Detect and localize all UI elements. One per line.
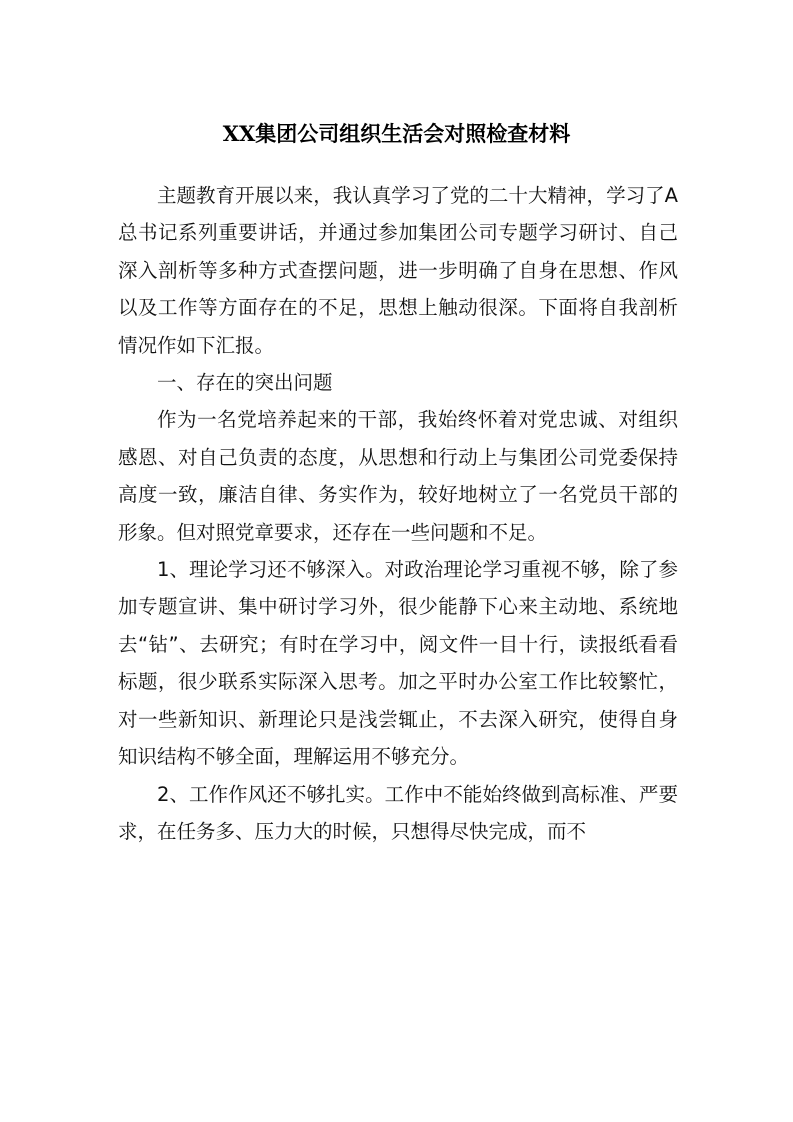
paragraph-item-1: 1、理论学习还不够深入。对政治理论学习重视不够，除了参加专题宣讲、集中研讨学习外，很少能静下心来主动地、系统地去“钻”、去研究；有时在学习中，阅文件一目十行，读报纸看看标题，很少联系实际深入思考。加之平时办公室工作比较繁忙，对一些新知识、新理论只是浅尝辄止，不去深入研究，使得自身知识结构不够全面，理解运用不够充分。 bbox=[118, 558, 678, 769]
section-heading-problems: 一、存在的突出问题 bbox=[157, 371, 333, 395]
paragraph-item-2: 2、工作作风还不够扎实。工作中不能始终做到高标准、严要求，在任务多、压力大的时候，只想得尽快完成，而不 bbox=[118, 782, 678, 843]
paragraph-intro: 主题教育开展以来，我认真学习了党的二十大精神，学习了A总书记系列重要讲话，并通过参加集团公司专题学习研讨、自己深入剖析等多种方式查摆问题，进一步明确了自身在思想、作风以及工作等方面存在的不足，思想上触动很深。下面将自我剖析情况作如下汇报。 bbox=[118, 184, 678, 357]
document-body bbox=[118, 177, 678, 850]
paragraph-overview: 作为一名党培养起来的干部，我始终怀着对党忠诚、对组织感恩、对自己负责的态度，从思想和行动上与集团公司党委保持高度一致，廉洁自律、务实作为，较好地树立了一名党员干部的形象。但对照党章要求，还存在一些问题和不足。 bbox=[118, 408, 678, 544]
document-title: XX集团公司组织生活会对照检查材料 bbox=[222, 121, 571, 146]
